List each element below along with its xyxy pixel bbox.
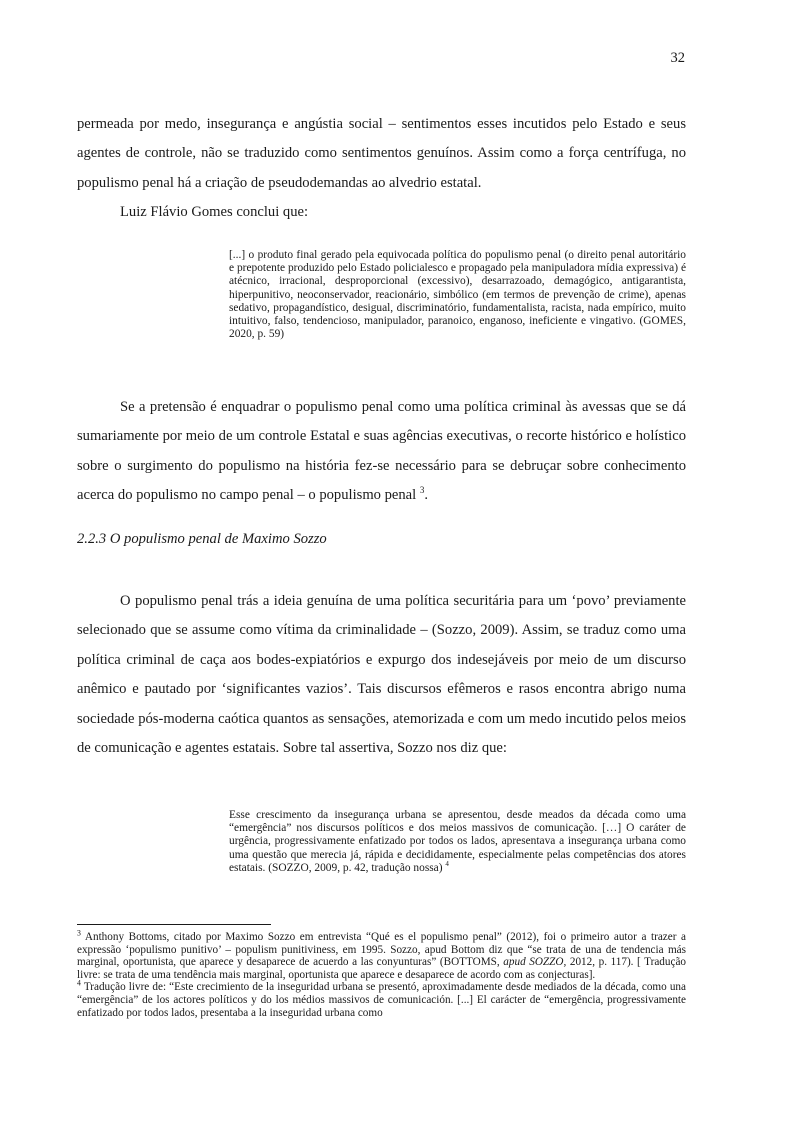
paragraph-3-block xyxy=(77,393,686,511)
footnote-divider xyxy=(77,924,271,925)
paragraph-3-text: Se a pretensão é enquadrar o populismo penal como uma política criminal às avessas que se dá sumariamente por meio de um controle Estatal e suas agências executivas, o recorte histórico e holístico sobre o surgimento do populismo na história fez-se necessário para se debruçar sobre conhecimento acerca do populismo no campo penal – o populismo penal xyxy=(77,399,686,504)
opening-paragraphs xyxy=(77,110,686,228)
footnote-4-mark: 4 xyxy=(77,978,81,988)
paragraph-3-end: . xyxy=(424,487,429,504)
paragraph-4-block xyxy=(77,587,686,763)
footnote-4 xyxy=(77,978,686,1019)
paragraph-2: Luiz Flávio Gomes conclui que: xyxy=(120,204,309,221)
block-quote-sozzo-text: Esse crescimento da insegurança urbana se apresentou, desde meados da década como uma “emergência” nos discursos políticos e dos meios massivos de comunicação. […] O caráter de urgência, progressivamente enfatizado por todos os lados, apresentava a insegurança urbana como uma questão que merecia já, rápida e decididamente, especialmente pelas competências dos atores estatais. (SOZZO, 2009, p. 42, tradução nossa) xyxy=(229,809,686,874)
footnotes xyxy=(77,928,687,1019)
page-number: 32 xyxy=(670,50,685,66)
footnote-3-text-b: 2012, p. 117). [ Tradução livre: se trata de uma tendência mais marginal, oportunista que aparece e desaparece de acordo com as conjecturas]. xyxy=(77,956,687,981)
paragraph-3 xyxy=(77,393,686,511)
footnote-3-mark: 3 xyxy=(77,928,81,938)
footnote-ref-3: 3 xyxy=(419,485,425,496)
block-quote-sozzo xyxy=(229,809,686,875)
footnote-4-text: Tradução livre de: “Este crecimiento de la inseguridad urbana se presentó, aproximadamente desde mediados de la década, como una “emergência” de los actores políticos y do los médios massivos de comunicación. [...] El carácter de “emergência, progressivamente enfatizado por todos lados, presentaba a la inseguridad urbana como xyxy=(77,981,686,1019)
paragraph-4: O populismo penal trás a ideia genuína de uma política securitária para um ‘povo’ previamente selecionado que se assume como vítima da criminalidade – (Sozzo, 2009). Assim, se traduz como uma política criminal de caça aos bodes-expiatórios e expurgo dos indesejáveis por meio de um discurso anêmico e pautado por ‘significantes vazios’. Tais discursos efêmeros e rasos encontra abrigo numa sociedade pós-moderna caótica quantos as sensações, atemorizada e com um medo incutido pelos meios de comunicação e agentes estatais. Sobre tal assertiva, Sozzo nos diz que: xyxy=(77,593,686,757)
footnote-3-italic: apud SOZZO, xyxy=(503,956,567,969)
block-quote-gomes: [...] o produto final gerado pela equivocada política do populismo penal (o direito penal autoritário e prepotente produzido pelo Estado policialesco e propagado pela manipuladora mídia expressiva) é atécnico, irracional, desproporcional (excessivo), desarrazoado, demagógico, antigarantista, hiperpunitivo, neoconservador, reacionário, simbólico (em termos de prevenção de crime), apenas sedativo, propagandístico, desigual, discriminatório, fundamentalista, racista, nada empírico, muito intuitivo, falso, tendencioso, manipulador, paranoico, enganoso, ineficiente e vingativo. (GOMES, 2020, p. 59) xyxy=(229,249,686,341)
footnote-ref-4: 4 xyxy=(445,860,449,869)
footnote-3 xyxy=(77,928,687,981)
section-heading: 2.2.3 O populismo penal de Maximo Sozzo xyxy=(77,531,327,547)
paragraph-1: permeada por medo, insegurança e angústia social – sentimentos esses incutidos pelo Estado e seus agentes de controle, não se traduzido como sentimentos genuínos. Assim como a força centrífuga, no populismo penal há a criação de pseudodemandas ao alvedrio estatal. xyxy=(77,116,686,191)
footnote-3-text-a: Anthony Bottoms, citado por Maximo Sozzo em entrevista “Qué es el populismo penal” (2012), foi o primeiro autor a trazer a expressão ‘populismo punitivo’ – populism punitiviness, em 1995. Sozzo, apud Bottom diz que “se trata de una de tendencia más marginal, oportunista, que aparece y desaparece de acuerdo a las conyunturas” (BOTTOMS, xyxy=(77,931,686,969)
